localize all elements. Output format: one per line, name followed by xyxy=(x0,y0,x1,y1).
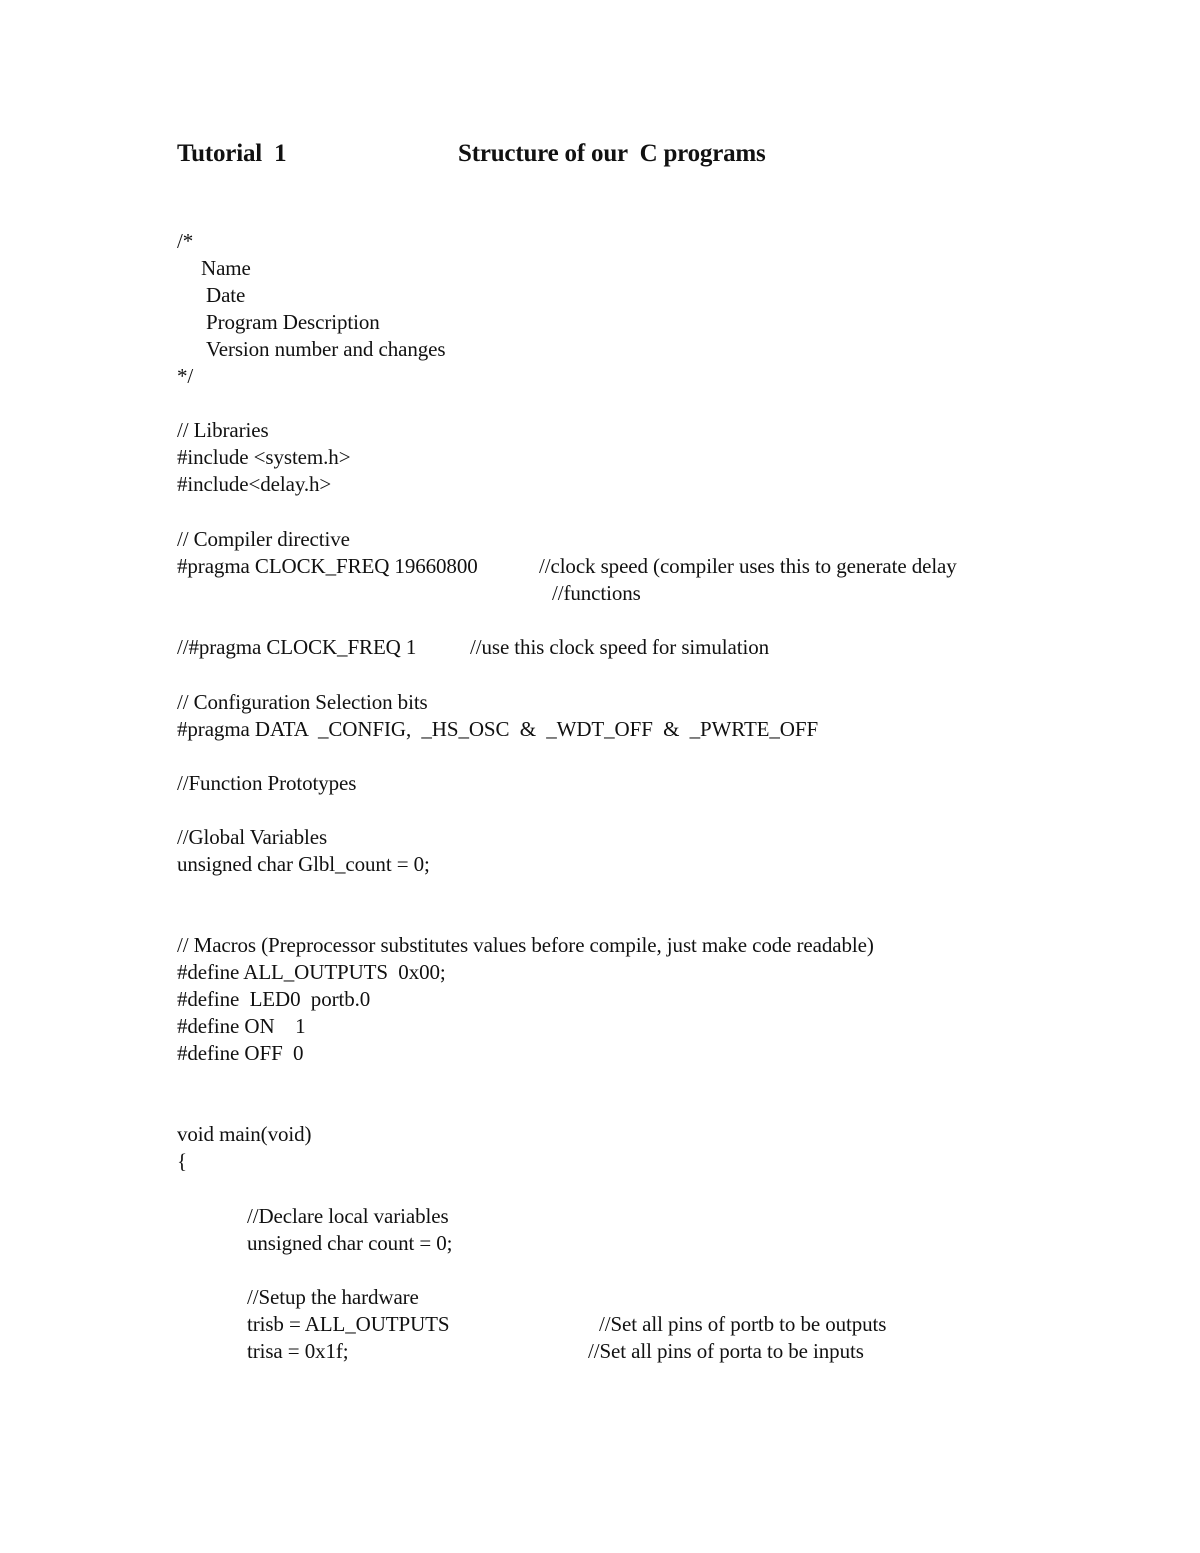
pragma-clock: #pragma CLOCK_FREQ 19660800 xyxy=(177,554,478,578)
header-name: Name xyxy=(201,256,251,280)
sim-pragma: //#pragma CLOCK_FREQ 1 xyxy=(177,635,417,659)
global-count-decl: unsigned char Glbl_count = 0; xyxy=(177,852,430,876)
sim-pragma-comment: //use this clock speed for simulation xyxy=(470,635,769,659)
main-open-brace: { xyxy=(177,1149,187,1173)
pragma-clock-comment-cont: //functions xyxy=(552,581,641,605)
define-all-outputs: #define ALL_OUTPUTS 0x00; xyxy=(177,960,446,984)
pragma-data-config: #pragma DATA _CONFIG, _HS_OSC & _WDT_OFF & _PWRTE_OFF xyxy=(177,717,819,741)
locals-decl: unsigned char count = 0; xyxy=(247,1231,453,1255)
macros-comment: // Macros (Preprocessor substitutes values before compile, just make code readable) xyxy=(177,933,874,957)
header-description: Program Description xyxy=(206,310,380,334)
define-off: #define OFF 0 xyxy=(177,1041,304,1065)
include-system: #include <system.h> xyxy=(177,445,351,469)
tutorial-title: Tutorial 1 xyxy=(177,140,287,167)
trisb-statement: trisb = ALL_OUTPUTS xyxy=(247,1312,450,1336)
trisb-comment: //Set all pins of portb to be outputs xyxy=(599,1312,887,1336)
setup-comment: //Setup the hardware xyxy=(247,1285,419,1309)
main-signature: void main(void) xyxy=(177,1122,312,1146)
include-delay: #include<delay.h> xyxy=(177,472,332,496)
comment-open: /* xyxy=(177,229,194,253)
trisa-comment: //Set all pins of porta to be inputs xyxy=(588,1339,864,1363)
globals-comment: //Global Variables xyxy=(177,825,328,849)
config-comment: // Configuration Selection bits xyxy=(177,690,428,714)
header-date: Date xyxy=(206,283,246,307)
define-on: #define ON 1 xyxy=(177,1014,306,1038)
pragma-clock-comment: //clock speed (compiler uses this to generate delay xyxy=(539,554,957,578)
libraries-comment: // Libraries xyxy=(177,418,269,442)
compiler-comment: // Compiler directive xyxy=(177,527,350,551)
comment-close: */ xyxy=(177,364,194,388)
header-version: Version number and changes xyxy=(206,337,446,361)
trisa-statement: trisa = 0x1f; xyxy=(247,1339,349,1363)
document-heading: Structure of our C programs xyxy=(458,140,766,167)
define-led0: #define LED0 portb.0 xyxy=(177,987,371,1011)
locals-comment: //Declare local variables xyxy=(247,1204,449,1228)
prototypes-comment: //Function Prototypes xyxy=(177,771,357,795)
